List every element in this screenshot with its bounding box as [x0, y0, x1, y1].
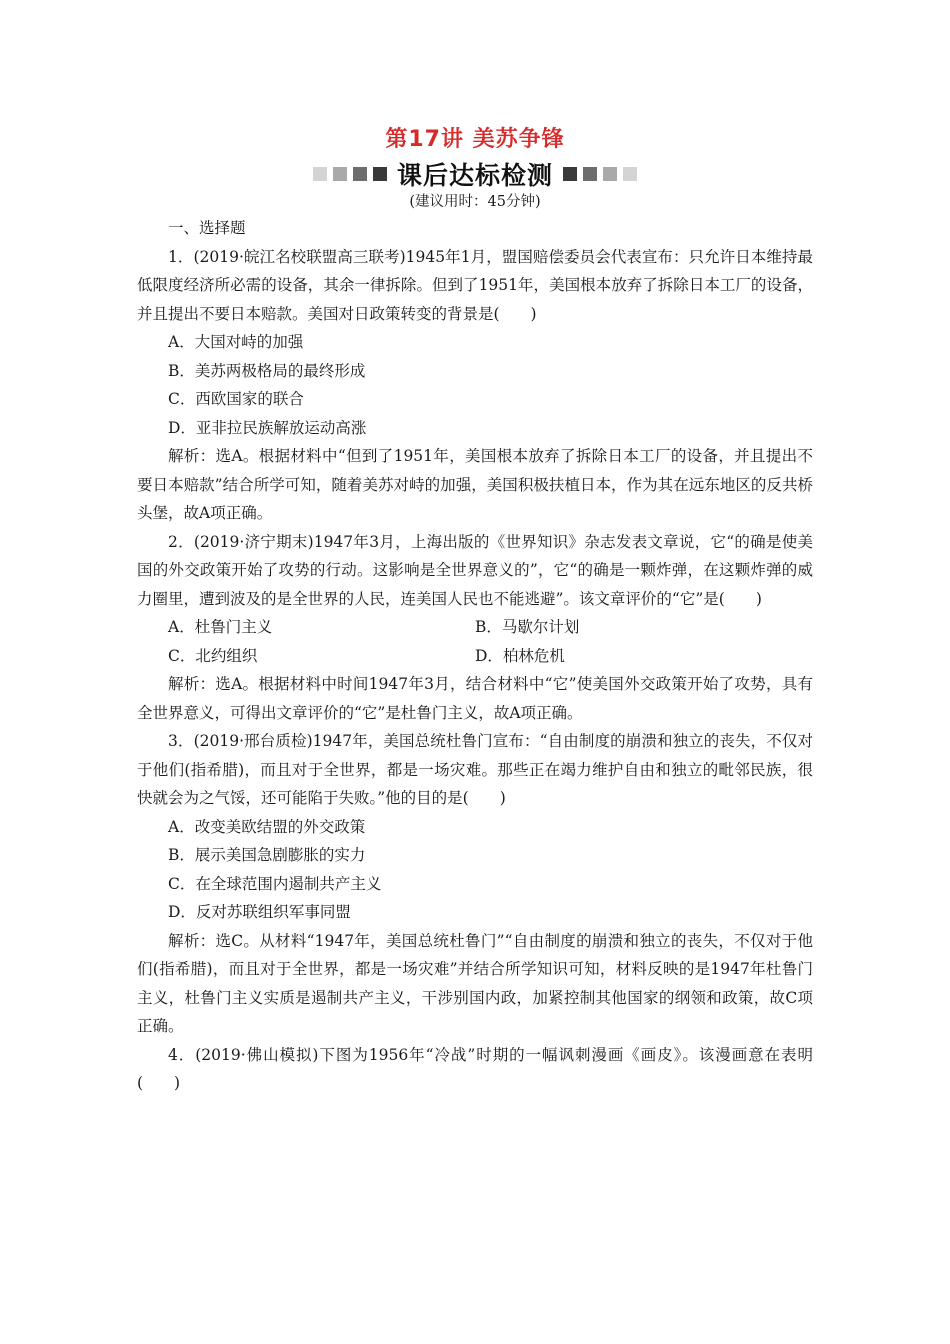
- question-1-analysis: 解析：选A。根据材料中“但到了1951年，美国根本放弃了拆除日本工厂的设备，并且提出不要日本赔款”结合所学可知，随着美苏对峙的加强，美国积极扶植日本，作为其在远东地区的反共桥头堡，故A项正确。: [137, 447, 813, 522]
- question-3-option-d: D．反对苏联组织军事同盟: [168, 903, 351, 921]
- question-1-option-c: C．西欧国家的联合: [168, 390, 304, 408]
- question-2-option-b: B．马歇尔计划: [475, 618, 580, 636]
- banner-square: [623, 167, 637, 181]
- question-content: [137, 214, 813, 1098]
- banner-square: [373, 167, 387, 181]
- question-3-option-a: A．改变美欧结盟的外交政策: [168, 817, 366, 836]
- question-2-options-row-2: [137, 642, 813, 671]
- question-3-analysis: 解析：选C。从材料“1947年，美国总统杜鲁门”“自由制度的崩溃和独立的丧失，不仅对于他们(指希腊)，而且对于全世界，都是一场灾难”并结合所学知识可知，材料反映的是1947年杜鲁门主义，杜鲁门主义实质是遏制共产主义，干涉别国内政，加紧控制其他国家的纲领和政策，故C项正确。: [137, 931, 813, 1035]
- banner-title: 课后达标检测: [396, 161, 553, 190]
- banner-squares-right: [563, 167, 637, 181]
- question-2-option-d: D．柏林危机: [475, 646, 565, 665]
- banner-square: [603, 167, 617, 181]
- question-3-option-b: B．展示美国急剧膨胀的实力: [168, 846, 366, 864]
- section-banner: [0, 156, 950, 192]
- question-2-stem: 2．(2019·济宁期末)1947年3月，上海出版的《世界知识》杂志发表文章说，它“的确是使美国的外交政策开始了攻势的行动。这影响是全世界意义的”，它“的确是一颗炸弹，在这颗炸弹的威力圈里，遭到波及的是全世界的人民，连美国人民也不能逃避”。该文章评价的“它”是( ): [137, 532, 813, 608]
- section-title: 一、选择题: [168, 219, 246, 237]
- question-4-stem: 4．(2019·佛山模拟)下图为1956年“冷战”时期的一幅讽刺漫画《画皮》。该漫画意在表明( ): [137, 1045, 813, 1092]
- question-1-option-b: B．美苏两极格局的最终形成: [168, 361, 366, 380]
- question-2-option-a: A．杜鲁门主义: [168, 618, 273, 636]
- banner-square: [563, 167, 577, 181]
- question-1-option-a: A．大国对峙的加强: [168, 333, 304, 351]
- question-1-option-d: D．亚非拉民族解放运动高涨: [168, 418, 367, 437]
- question-2-option-c: C．北约组织: [168, 646, 258, 665]
- banner-square: [313, 167, 327, 181]
- question-2-options-row-1: [137, 613, 813, 642]
- banner-square: [353, 167, 367, 181]
- banner-squares-left: [313, 167, 387, 181]
- lesson-title: 第17讲 美苏争锋: [385, 127, 565, 152]
- question-3-option-c: C．在全球范围内遏制共产主义: [168, 874, 382, 893]
- question-2-analysis: 解析：选A。根据材料中时间1947年3月，结合材料中“它”使美国外交政策开始了攻势，具有全世界意义，可得出文章评价的“它”是杜鲁门主义，故A项正确。: [137, 675, 813, 722]
- banner-square: [583, 167, 597, 181]
- time-hint: (建议用时：45分钟): [409, 194, 541, 210]
- question-1-stem: 1．(2019·皖江名校联盟高三联考)1945年1月，盟国赔偿委员会代表宣布：只允许日本维持最低限度经济所必需的设备，其余一律拆除。但到了1951年，美国根本放弃了拆除日本工厂的设备，并且提出不要日本赔款。美国对日政策转变的背景是( ): [137, 247, 813, 323]
- banner-square: [333, 167, 347, 181]
- question-3-stem: 3．(2019·邢台质检)1947年，美国总统杜鲁门宣布：“自由制度的崩溃和独立的丧失，不仅对于他们(指希腊)，而且对于全世界，都是一场灾难。那些正在竭力维护自由和独立的毗邻民族，很快就会为之气馁，还可能陷于失败。”他的目的是( ): [137, 732, 813, 807]
